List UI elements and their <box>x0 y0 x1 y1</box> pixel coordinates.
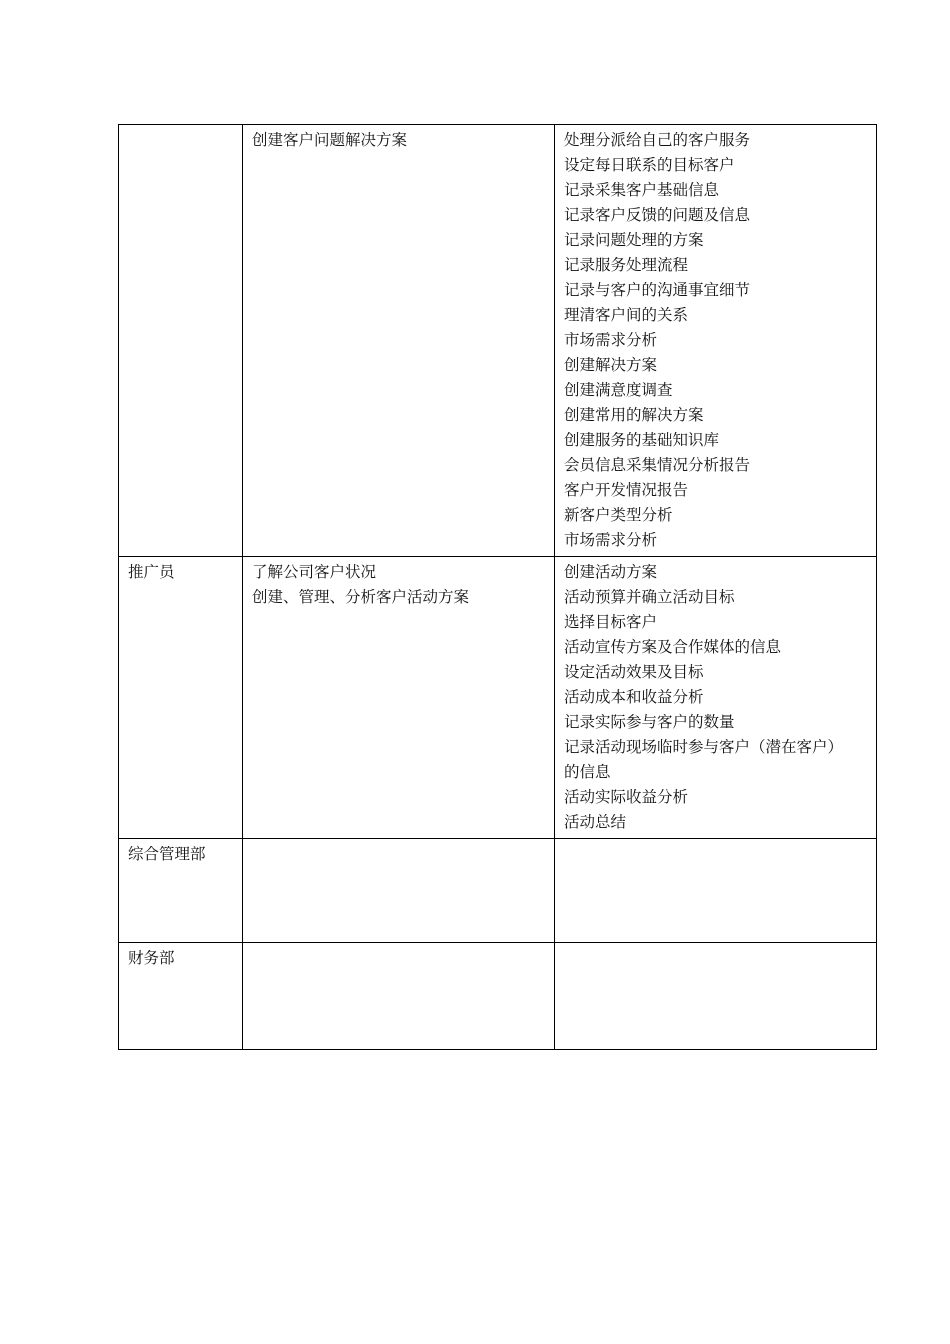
goal-cell <box>243 125 555 557</box>
goal-cell <box>243 839 555 943</box>
function-line: 记录活动现场临时参与客户（潜在客户） <box>564 738 844 756</box>
function-line: 的信息 <box>564 763 611 781</box>
function-line: 活动成本和收益分析 <box>564 688 704 706</box>
goal-line: 了解公司客户状况 <box>252 563 377 581</box>
function-line: 客户开发情况报告 <box>564 481 689 499</box>
function-line: 记录问题处理的方案 <box>564 231 704 249</box>
goal-cell <box>243 943 555 1050</box>
function-line: 创建解决方案 <box>564 356 658 374</box>
table-row <box>119 557 877 839</box>
function-line: 活动宣传方案及合作媒体的信息 <box>564 638 782 656</box>
table-row <box>119 839 877 943</box>
table-row <box>119 943 877 1050</box>
function-line: 理清客户间的关系 <box>564 306 689 324</box>
function-line: 活动实际收益分析 <box>564 788 689 806</box>
function-line: 记录客户反馈的问题及信息 <box>564 206 751 224</box>
function-line: 活动预算并确立活动目标 <box>564 588 735 606</box>
table-row <box>119 125 877 557</box>
role-label: 财务部 <box>128 949 175 967</box>
function-line: 新客户类型分析 <box>564 506 673 524</box>
function-line: 创建服务的基础知识库 <box>564 431 720 449</box>
responsibility-table <box>118 124 877 1050</box>
role-cell <box>119 125 243 557</box>
function-cell <box>555 557 877 839</box>
function-line: 记录服务处理流程 <box>564 256 689 274</box>
role-cell <box>119 943 243 1050</box>
function-line: 创建活动方案 <box>564 563 658 581</box>
goal-cell <box>243 557 555 839</box>
function-line: 记录实际参与客户的数量 <box>564 713 735 731</box>
function-line: 处理分派给自己的客户服务 <box>564 131 751 149</box>
function-line: 活动总结 <box>564 813 627 831</box>
function-line: 记录采集客户基础信息 <box>564 181 720 199</box>
function-line: 记录与客户的沟通事宜细节 <box>564 281 751 299</box>
role-label: 综合管理部 <box>128 845 206 863</box>
function-line: 设定每日联系的目标客户 <box>564 156 735 174</box>
role-cell <box>119 557 243 839</box>
function-cell <box>555 125 877 557</box>
function-line: 选择目标客户 <box>564 613 658 631</box>
function-line: 市场需求分析 <box>564 531 658 549</box>
goal-line: 创建客户问题解决方案 <box>252 131 408 149</box>
function-line: 市场需求分析 <box>564 331 658 349</box>
role-label: 推广员 <box>128 563 175 581</box>
function-line: 会员信息采集情况分析报告 <box>564 456 751 474</box>
function-cell <box>555 839 877 943</box>
function-line: 创建满意度调查 <box>564 381 673 399</box>
role-cell <box>119 839 243 943</box>
goal-line: 创建、管理、分析客户活动方案 <box>252 588 470 606</box>
function-line: 创建常用的解决方案 <box>564 406 704 424</box>
function-cell <box>555 943 877 1050</box>
function-line: 设定活动效果及目标 <box>564 663 704 681</box>
